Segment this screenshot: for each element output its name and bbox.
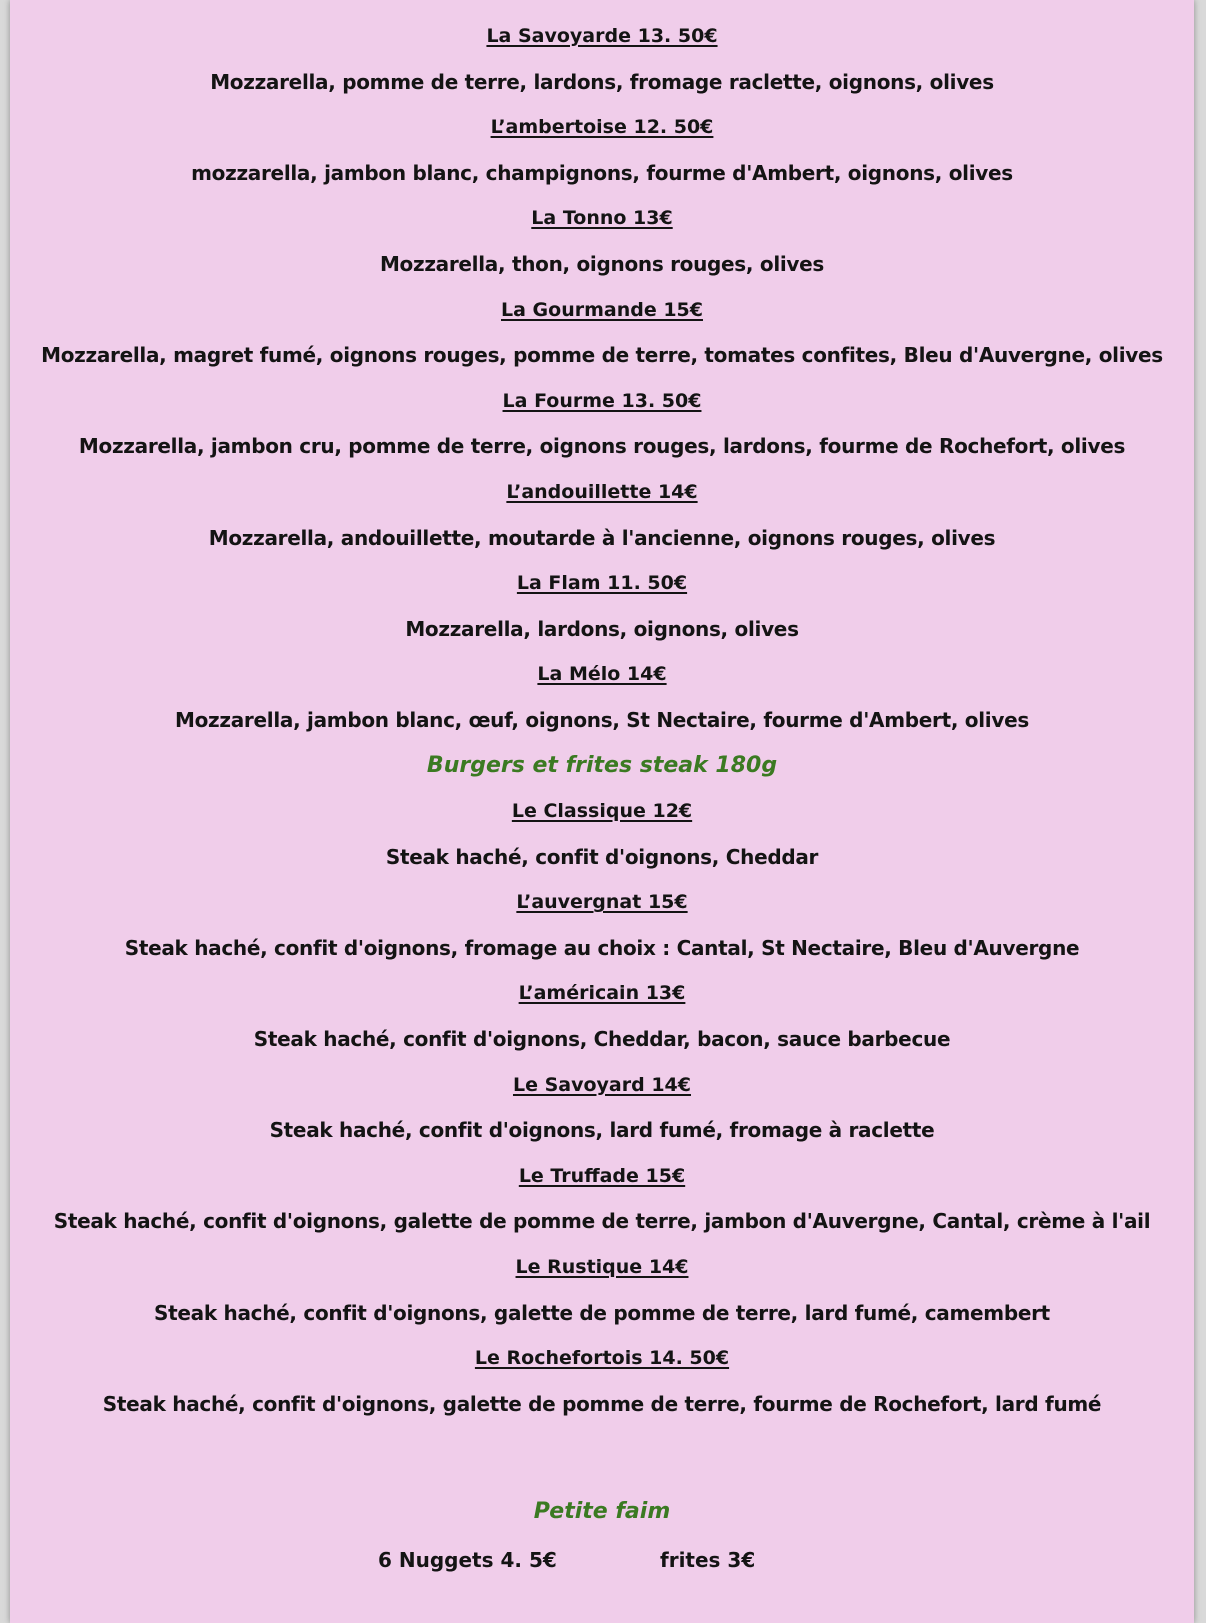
burger-title: Le Savoyard 14€ bbox=[512, 1073, 691, 1096]
petite-faim-row bbox=[10, 1543, 1194, 1583]
burger-description: Steak haché, confit d'oignons, Cheddar, bacon, sauce barbecue bbox=[253, 1027, 951, 1052]
pizza-description: Mozzarella, magret fumé, oignons rouges, pomme de terre, tomates confites, Bleu d'Auvergne, olives bbox=[41, 343, 1163, 368]
pizza-title: La Savoyarde 13. 50€ bbox=[486, 25, 718, 47]
burger-description: Steak haché, confit d'oignons, galette de pomme de terre, fourme de Rochefort, lard fumé bbox=[102, 1391, 1102, 1416]
pizza-title: La Fourme 13. 50€ bbox=[502, 389, 702, 412]
burger-title: Le Classique 12€ bbox=[511, 800, 693, 823]
pizza-title: La Gourmande 15€ bbox=[501, 298, 703, 321]
burger-description: Steak haché, confit d'oignons, lard fumé, fromage à raclette bbox=[269, 1118, 935, 1143]
burger-title: Le Rustique 14€ bbox=[515, 1256, 689, 1279]
pizza-description: Mozzarella, pomme de terre, lardons, fromage raclette, oignons, olives bbox=[210, 69, 994, 94]
pizza-description: Mozzarella, lardons, oignons, olives bbox=[405, 616, 799, 641]
pizza-description: Mozzarella, thon, oignons rouges, olives bbox=[379, 251, 825, 276]
burger-description: Steak haché, confit d'oignons, galette de pomme de terre, lard fumé, camembert bbox=[154, 1300, 1050, 1325]
burger-description: Steak haché, confit d'oignons, fromage au choix : Cantal, St Nectaire, Bleu d'Auvergne bbox=[124, 935, 1080, 960]
pizza-title: L’andouillette 14€ bbox=[506, 480, 698, 503]
pizza-description: Mozzarella, jambon blanc, œuf, oignons, St Nectaire, fourme d'Ambert, olives bbox=[175, 707, 1029, 732]
pizza-title: L’ambertoise 12. 50€ bbox=[490, 116, 714, 139]
pizza-description: Mozzarella, andouillette, moutarde à l'ancienne, oignons rouges, olives bbox=[208, 525, 996, 550]
burger-title: L’américain 13€ bbox=[518, 982, 686, 1005]
frites-item: frites 3€ bbox=[660, 1548, 756, 1572]
petite-faim-heading: Petite faim bbox=[533, 1499, 671, 1525]
pizza-description: mozzarella, jambon blanc, champignons, fourme d'Ambert, oignons, olives bbox=[191, 160, 1013, 185]
pizza-description: Mozzarella, jambon cru, pomme de terre, oignons rouges, lardons, fourme de Rochefort, olives bbox=[78, 434, 1126, 459]
burger-title: L’auvergnat 15€ bbox=[516, 891, 688, 914]
menu-content bbox=[10, 0, 1194, 1583]
burger-description: Steak haché, confit d'oignons, Cheddar bbox=[385, 844, 819, 869]
burger-description: Steak haché, confit d'oignons, galette de pomme de terre, jambon d'Auvergne, Cantal, crème à l'ail bbox=[53, 1209, 1151, 1234]
pizza-title: La Mélo 14€ bbox=[537, 663, 667, 686]
nuggets-item: 6 Nuggets 4. 5€ bbox=[378, 1548, 557, 1572]
burgers-section-heading: Burgers et frites steak 180g bbox=[426, 752, 778, 778]
pizza-title: La Flam 11. 50€ bbox=[516, 572, 688, 595]
menu-page bbox=[10, 0, 1194, 1623]
spacer bbox=[10, 1434, 1194, 1497]
pizza-title: La Tonno 13€ bbox=[531, 207, 673, 230]
burger-title: Le Truffade 15€ bbox=[518, 1164, 686, 1187]
burger-title: Le Rochefortois 14. 50€ bbox=[474, 1347, 730, 1370]
